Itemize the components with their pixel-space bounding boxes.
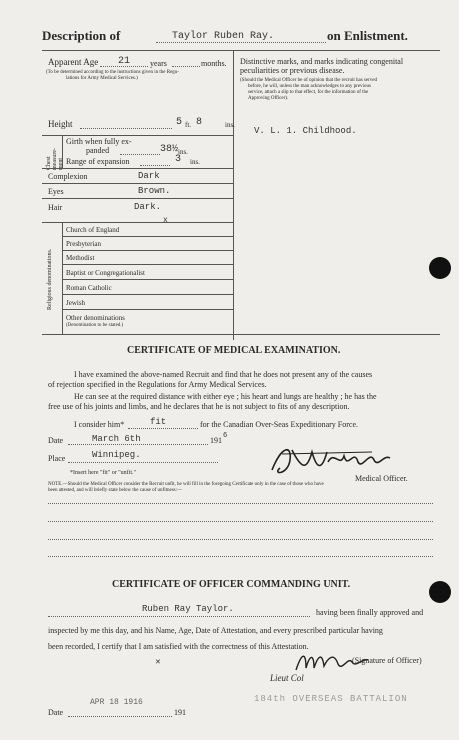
title-prefix: Description of: [42, 28, 121, 43]
eyes-rule: [42, 198, 233, 199]
height-ins-value: 8: [196, 117, 203, 128]
range-label: Range of expansion: [66, 157, 130, 166]
medical-date-label: Date: [48, 436, 64, 445]
medical-para-2a: He can see at the required distance with either eye ; his heart and lungs are healthy ; he has the: [74, 392, 377, 401]
complexion-label: Complexion: [48, 172, 88, 181]
punch-hole: [429, 257, 451, 279]
religion-item-presbyterian: Presbyterian: [66, 240, 101, 248]
distinctive-note-1: (Should the Medical Officer be of opinion that the recruit has served: [240, 78, 377, 83]
medical-para-2b: free use of his joints and limbs, and he declares that he is not subject to fits of any description.: [48, 402, 350, 411]
religion-side-label: Religious denominations.: [47, 248, 53, 310]
consider-dotted-line: [128, 428, 198, 429]
recruit-name: Taylor Ruben Ray.: [172, 31, 275, 42]
unfitness-line: [48, 539, 433, 540]
unfitness-line: [48, 503, 433, 504]
age-note-1: (To be determined according to the instructions given in the Regu-: [46, 70, 179, 75]
religion-item-roman-catholic: Roman Catholic: [66, 284, 112, 292]
punch-hole: [429, 581, 451, 603]
girth-label-2: panded: [86, 146, 110, 155]
girth-value: 38½: [160, 144, 179, 155]
chest-rule: [42, 168, 233, 169]
unfitness-line: [48, 521, 433, 522]
hair-label: Hair: [48, 203, 63, 212]
officer-date-stamp: APR 18 1916: [90, 698, 143, 707]
height-ft-value: 5: [176, 117, 183, 128]
religion-item-church-of-england: Church of England: [66, 226, 120, 234]
religion-rule: [62, 309, 233, 310]
chest-side-label: Chest measure-ment: [46, 148, 64, 170]
height-ft-label: ft.: [185, 121, 192, 129]
height-ins-label: ins.: [225, 121, 235, 129]
religion-item-jewish: Jewish: [66, 299, 86, 307]
distinctive-heading-2: peculiarities or previous disease.: [240, 66, 345, 75]
medical-para-1a: I have examined the above-named Recruit and find that he does not present any of the causes: [74, 370, 373, 379]
hair-value: Dark.: [134, 202, 162, 212]
title-dotted-line: [156, 42, 326, 43]
consider-label: I consider him*: [74, 420, 125, 429]
hair-rule: [42, 222, 233, 223]
range-dotted-line: [140, 165, 170, 166]
chest-divider: [62, 135, 63, 168]
place-label: Place: [48, 454, 66, 463]
officer-signature-label: (Signature of Officer): [352, 656, 422, 665]
religion-rule: [62, 279, 233, 280]
officer-line-1-post: having been finally approved and: [316, 608, 424, 617]
officer-heading: CERTIFICATE OF OFFICER COMMANDING UNIT.: [112, 579, 351, 590]
medical-date-line: [68, 444, 208, 445]
table-top-border: [42, 50, 440, 51]
distinctive-marks-value: V. L. 1. Childhood.: [254, 126, 357, 136]
unfitness-line: [48, 556, 433, 557]
medical-para-1b: of rejection specified in the Regulations for Army Medical Services.: [48, 380, 267, 389]
officer-date-line: [68, 716, 172, 717]
apparent-age-label: Apparent Age: [48, 57, 99, 67]
note-line-a: NOTE.—Should the Medical Officer consider the Recruit unfit, he will fill in the foregoing Certificate only in the case of those who have: [48, 482, 324, 487]
height-label: Height: [48, 119, 73, 129]
officer-mark: ✕: [155, 658, 161, 666]
officer-rank: Lieut Col: [270, 673, 304, 683]
title-suffix: on Enlistment.: [327, 28, 408, 43]
insert-note: *Insert here "fit" or "unfit.": [70, 470, 136, 476]
religion-rule: [62, 236, 233, 237]
religion-item-baptist: Baptist or Congregationalist: [66, 269, 145, 277]
girth-unit: ins.: [178, 148, 188, 156]
eyes-value: Brown.: [138, 186, 171, 196]
medical-year-suffix: 6: [223, 432, 228, 440]
religion-divider: [62, 222, 63, 334]
place-dotted-line: [68, 462, 218, 463]
distinctive-note-4: Approving Officer).: [248, 96, 289, 101]
apparent-age-value: 21: [118, 56, 131, 67]
complexion-rule: [42, 183, 233, 184]
height-rule: [42, 135, 233, 136]
religion-rule: [62, 250, 233, 251]
girth-label-1: Girth when fully ex-: [66, 137, 132, 146]
note-line-b: been attested, and will briefly state below the cause of unfitness:—: [48, 488, 182, 493]
distinctive-note-3: service, attach a slip to that effect, for the information of the: [248, 90, 369, 95]
place-value: Winnipeg.: [92, 450, 141, 460]
religion-note: (Denomination to be stated.): [66, 323, 124, 328]
medical-officer-label: Medical Officer.: [355, 474, 408, 483]
consider-post: for the Canadian Over-Seas Expeditionary Force.: [200, 420, 359, 429]
religion-rule: [62, 264, 233, 265]
years-label: years: [150, 59, 167, 68]
religion-mark: x: [163, 216, 168, 225]
months-label: months.: [201, 59, 227, 68]
officer-line-2: inspected by me this day, and his Name, Age, Date of Attestation, and every prescribed particular having: [48, 626, 383, 635]
religion-rule: [62, 294, 233, 295]
table-bottom-border: [42, 334, 440, 335]
range-unit: ins.: [190, 158, 200, 166]
medical-heading: CERTIFICATE OF MEDICAL EXAMINATION.: [127, 345, 341, 356]
distinctive-note-2: before, he will, unless the man acknowledges to any previous: [248, 84, 371, 89]
eyes-label: Eyes: [48, 187, 64, 196]
battalion-stamp: 184th OVERSEAS BATTALION: [254, 694, 408, 704]
height-dotted-line: [80, 128, 172, 129]
complexion-value: Dark: [138, 171, 160, 181]
medical-year: 191: [210, 436, 222, 445]
officer-year: 191: [174, 708, 186, 717]
girth-dotted-line: [120, 154, 160, 155]
consider-value: fit: [150, 417, 167, 427]
officer-name-line: [48, 616, 310, 617]
table-center-divider: [233, 50, 234, 340]
officer-recruit-name: Ruben Ray Taylor.: [142, 604, 234, 614]
officer-line-3: been recorded, I certify that I am satisfied with the correctness of this Attestation.: [48, 642, 309, 651]
officer-date-label: Date: [48, 708, 64, 717]
distinctive-heading-1: Distinctive marks, and marks indicating congenital: [240, 57, 404, 66]
religion-item-methodist: Methodist: [66, 254, 95, 262]
range-value: 3: [175, 154, 182, 165]
age-note-2: lations for Army Medical Services.): [66, 76, 138, 81]
religion-item-other: Other denominations: [66, 314, 125, 322]
medical-date-value: March 6th: [92, 434, 141, 444]
months-dotted-line: [172, 66, 200, 67]
